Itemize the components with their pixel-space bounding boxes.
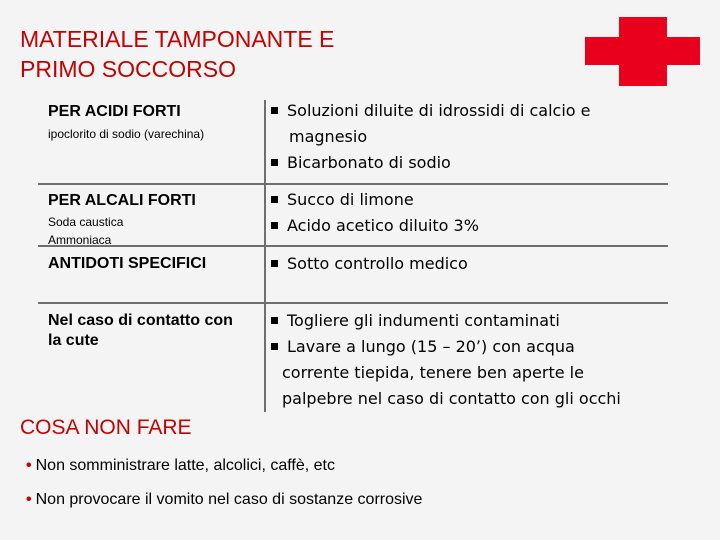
title-line-2: PRIMO SOCCORSO <box>20 56 236 82</box>
bullet-icon: • <box>26 457 32 474</box>
bullet-item: Togliere gli indumenti contaminati <box>268 308 621 334</box>
row-divider <box>38 302 668 304</box>
section-heading: ANTIDOTI SPECIFICI <box>48 255 207 272</box>
bullet-item: Lavare a lungo (15 – 20’) con acqua <box>268 334 621 360</box>
section-sub: Ammoniaca <box>48 233 112 247</box>
title-line-1: MATERIALE TAMPONANTE E <box>20 26 335 52</box>
section-sub: Soda caustica <box>48 215 124 229</box>
bullet-continuation: corrente tiepida, tenere ben aperte le <box>282 363 584 382</box>
dont-item <box>26 490 422 510</box>
bullet-item: Soluzioni diluite di idrossidi di calcio e <box>268 98 590 124</box>
dont-item <box>26 456 335 476</box>
bullet-item: Sotto controllo medico <box>268 251 468 277</box>
section-heading: PER ACIDI FORTI <box>48 103 181 120</box>
dont-text: Non somministrare latte, alcolici, caffè, etc <box>35 457 335 474</box>
bullet-item: Acido acetico diluito 3% <box>268 213 479 239</box>
column-divider <box>264 100 266 412</box>
dont-text: Non provocare il vomito nel caso di sostanze corrosive <box>35 491 423 508</box>
cosa-non-fare-heading: COSA NON FARE <box>20 416 192 439</box>
row-divider <box>38 183 668 185</box>
section-heading: Nel caso di contatto con <box>48 312 233 329</box>
red-cross-icon <box>585 17 700 86</box>
section-heading: la cute <box>48 332 99 349</box>
page-title <box>20 24 334 84</box>
bullet-item: Bicarbonato di sodio <box>268 150 590 176</box>
section-heading: PER ALCALI FORTI <box>48 192 196 209</box>
section-sub: ipoclorito di sodio (varechina) <box>48 127 205 141</box>
bullet-continuation: palpebre nel caso di contatto con gli occhi <box>282 389 621 408</box>
bullet-icon: • <box>26 491 32 508</box>
bullet-continuation: magnesio <box>289 127 368 146</box>
bullet-item: Succo di limone <box>268 187 479 213</box>
